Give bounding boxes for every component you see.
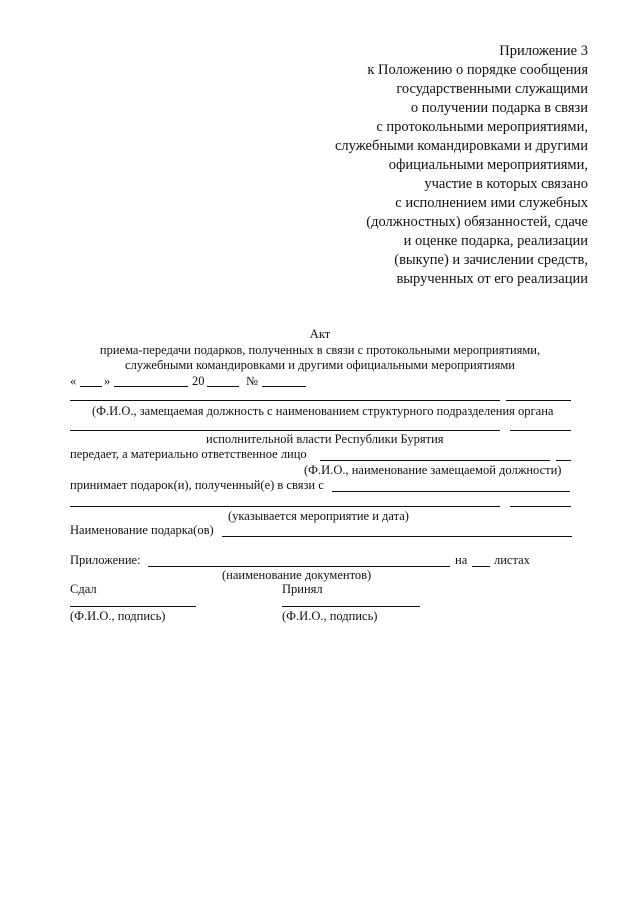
receiver-field[interactable] bbox=[320, 460, 550, 461]
handed-caption: (Ф.И.О., подпись) bbox=[70, 609, 166, 623]
sheets-count-field[interactable] bbox=[472, 566, 490, 567]
event-field[interactable] bbox=[332, 491, 570, 492]
authority-caption: исполнительной власти Республики Бурятия bbox=[206, 432, 444, 446]
appendix-line: к Положению о порядке сообщения bbox=[367, 62, 588, 78]
gift-name-label: Наименование подарка(ов) bbox=[70, 523, 214, 537]
date-close-quote: » bbox=[104, 374, 111, 388]
handed-over-label: Сдал bbox=[70, 582, 97, 596]
event-field-2[interactable] bbox=[70, 506, 500, 507]
appendix-line: и оценке подарка, реализации bbox=[403, 233, 588, 249]
accepts-label: принимает подарок(и), полученный(е) в связи с bbox=[70, 478, 324, 492]
act-title: Акт bbox=[309, 327, 331, 341]
number-field[interactable] bbox=[262, 386, 306, 387]
act-subtitle: служебными командировками и другими официальными мероприятиями bbox=[125, 358, 515, 372]
accepted-caption: (Ф.И.О., подпись) bbox=[282, 609, 378, 623]
appendix-line: вырученных от его реализации bbox=[396, 271, 588, 287]
handed-signature-field[interactable] bbox=[70, 606, 196, 607]
attachment-label: Приложение: bbox=[70, 553, 141, 567]
appendix-line: официальными мероприятиями, bbox=[388, 157, 588, 173]
person-field-2[interactable] bbox=[70, 430, 500, 431]
event-field-2-extra[interactable] bbox=[510, 506, 571, 507]
month-field[interactable] bbox=[114, 386, 188, 387]
transfers-label: передает, а материально ответственное лицо bbox=[70, 447, 307, 461]
documents-caption: (наименование документов) bbox=[222, 568, 372, 582]
receiver-caption: (Ф.И.О., наименование замещаемой должности) bbox=[304, 463, 562, 477]
date-open-quote: « bbox=[70, 374, 77, 388]
event-caption: (указывается мероприятие и дата) bbox=[228, 509, 409, 523]
person-field-2-extra[interactable] bbox=[510, 430, 571, 431]
accepted-label: Принял bbox=[282, 582, 323, 596]
appendix-line: служебными командировками и другими bbox=[334, 138, 588, 154]
appendix-line: (выкупе) и зачислении средств, bbox=[394, 252, 588, 268]
person-caption: (Ф.И.О., замещаемая должность с наименованием структурного подразделения органа bbox=[92, 404, 554, 418]
sheets-label: листах bbox=[494, 553, 530, 567]
appendix-line: о получении подарка в связи bbox=[410, 100, 588, 116]
receiver-field-extra[interactable] bbox=[556, 460, 571, 461]
day-field[interactable] bbox=[80, 386, 102, 387]
act-subtitle: приема-передачи подарков, полученных в связи с протокольными мероприятиями, bbox=[99, 343, 541, 357]
year-field[interactable] bbox=[207, 386, 239, 387]
appendix-line: участие в которых связано bbox=[424, 176, 588, 192]
number-sign: № bbox=[246, 374, 258, 388]
person-field[interactable] bbox=[70, 400, 500, 401]
appendix-title: Приложение 3 bbox=[499, 43, 588, 59]
year-prefix: 20 bbox=[192, 374, 205, 388]
gift-name-field[interactable] bbox=[222, 536, 572, 537]
appendix-line: (должностных) обязанностей, сдаче bbox=[366, 214, 588, 230]
attachment-field[interactable] bbox=[148, 566, 450, 567]
person-field-extra[interactable] bbox=[506, 400, 571, 401]
appendix-line: государственными служащими bbox=[396, 81, 588, 97]
sheets-on-label: на bbox=[455, 553, 468, 567]
appendix-line: с исполнением ими служебных bbox=[395, 195, 588, 211]
appendix-line: с протокольными мероприятиями, bbox=[376, 119, 588, 135]
accepted-signature-field[interactable] bbox=[282, 606, 420, 607]
